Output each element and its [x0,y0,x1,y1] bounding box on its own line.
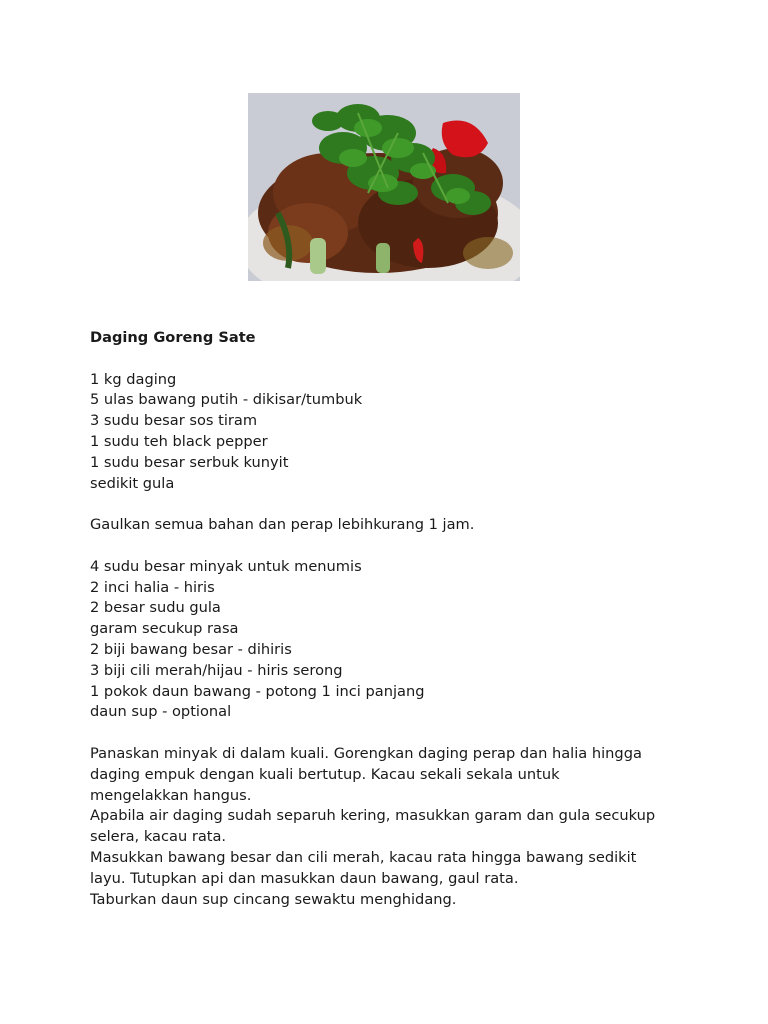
method-line: daging empuk dengan kuali bertutup. Kacau sekali sekala untuk [90,765,560,783]
paragraph-gap [90,494,690,515]
ingredient-list-2 [90,557,690,723]
method-line: Masukkan bawang besar dan cili merah, kacau rata hingga bawang sedikit [90,848,637,866]
ingredient-item: 5 ulas bawang putih - dikisar/tumbuk [90,391,363,409]
ingredient-item: 3 sudu besar sos tiram [90,412,258,430]
ingredient-item: garam secukup rasa [90,620,239,638]
marinate-step: Gaulkan semua bahan dan perap lebihkurang 1 jam. [90,516,475,534]
ingredient-item: 3 biji cili merah/hijau - hiris serong [90,661,343,679]
method-line: Panaskan minyak di dalam kuali. Gorengkan daging perap dan halia hingga [90,744,642,762]
dish-illustration [248,93,520,281]
ingredient-item: 1 sudu besar serbuk kunyit [90,453,289,471]
dish-photo [248,93,520,281]
recipe-title: Daging Goreng Sate [90,329,256,346]
paragraph-gap [90,536,690,557]
method-line: layu. Tutupkan api dan masukkan daun bawang, gaul rata. [90,869,519,887]
ingredient-item: 1 pokok daun bawang - potong 1 inci panjang [90,682,425,700]
ingredient-item: 2 inci halia - hiris [90,578,215,596]
ingredient-item: 1 kg daging [90,370,177,388]
ingredient-list-1 [90,370,690,495]
ingredient-item: 4 sudu besar minyak untuk menumis [90,557,362,575]
method-line: mengelakkan hangus. [90,786,252,804]
method-line: Taburkan daun sup cincang sewaktu menghidang. [90,890,457,908]
ingredient-item: 1 sudu teh black pepper [90,432,268,450]
ingredient-item: daun sup - optional [90,703,232,721]
paragraph-gap [90,723,690,744]
method-line: Apabila air daging sudah separuh kering, masukkan garam dan gula secukup [90,807,656,825]
method-section [90,744,690,910]
ingredient-item: sedikit gula [90,474,175,492]
method-line: selera, kacau rata. [90,828,227,846]
ingredient-item: 2 biji bawang besar - dihiris [90,640,292,658]
recipe-document [90,328,690,910]
ingredient-item: 2 besar sudu gula [90,599,221,617]
